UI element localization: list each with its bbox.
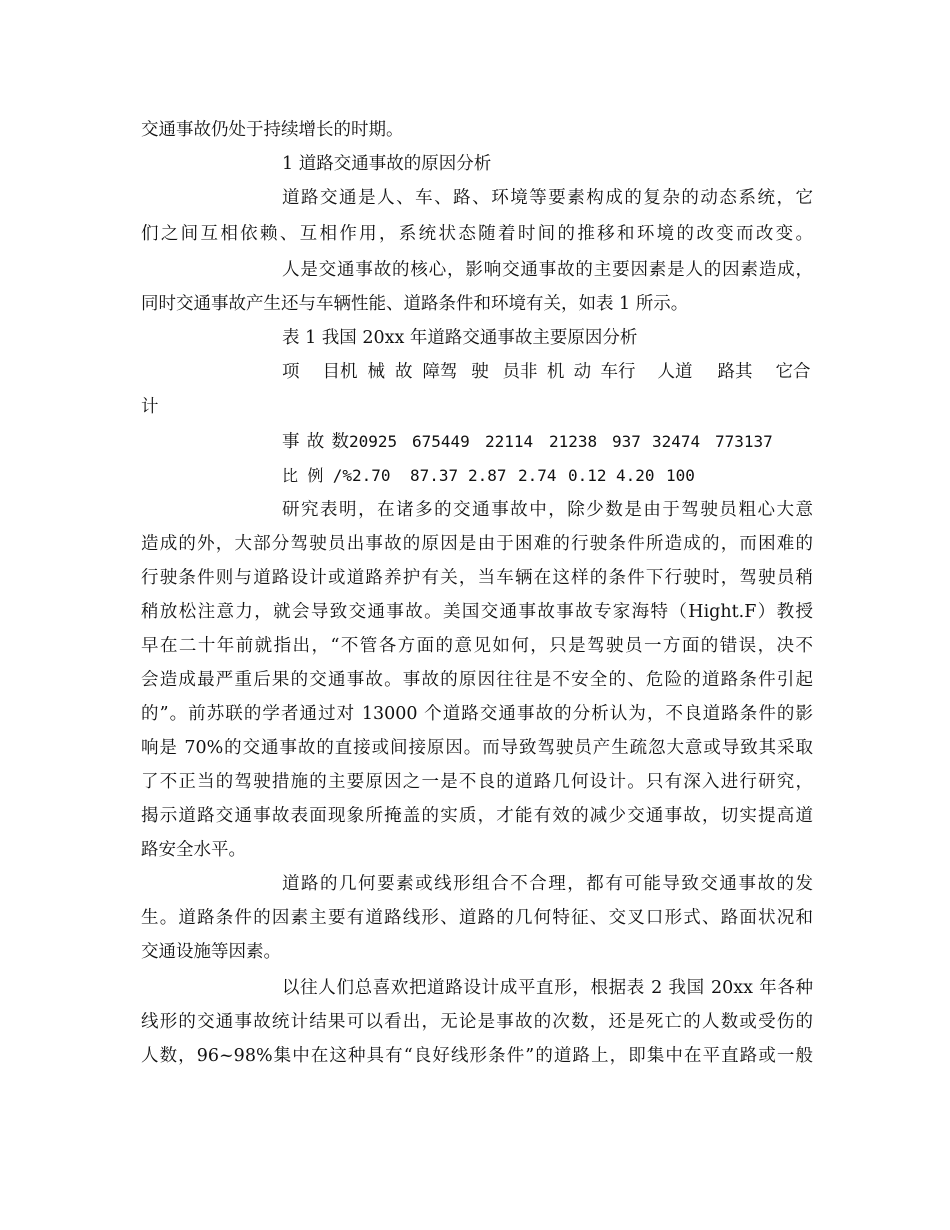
table-cell: 21238 <box>549 432 598 451</box>
paragraph-line: 了不正当的驾驶措施的主要原因之一是不良的道路几何设计。只有深入进行研究， <box>141 772 813 792</box>
table-cell: 4.20 <box>616 466 655 485</box>
section-heading: 1 道路交通事故的原因分析 <box>282 154 492 174</box>
paragraph-line: 生。道路条件的因素主要有道路线形、道路的几何特征、交叉口形式、路面状况和 <box>141 908 813 928</box>
paragraph-line: 造成的外，大部分驾驶员出事故的原因是由于困难的行驶条件所造成的，而困难的 <box>141 534 813 554</box>
table-cell: 事故数 <box>282 432 349 452</box>
paragraph-line: 行驶条件则与道路设计或道路养护有关，当车辆在这样的条件下行驶时，驾驶员稍 <box>141 568 813 588</box>
table-cell: 0.12 <box>568 466 607 485</box>
table-cell: 100 <box>666 466 695 485</box>
paragraph-line: 研究表明，在诸多的交通事故中，除少数是由于驾驶员粗心大意 <box>282 500 813 520</box>
table-cell: 675449 <box>412 432 470 451</box>
paragraph-line: 人数，96~98%集中在这种具有“良好线形条件”的道路上，即集中在平直路或一般 <box>141 1046 813 1066</box>
paragraph-line: 们之间互相依赖、互相作用，系统状态随着时间的推移和环境的改变而改变。 <box>141 224 813 244</box>
paragraph-line: 道路的几何要素或线形组合不合理，都有可能导致交通事故的发 <box>282 874 813 894</box>
table-header-cell: 非机动车 <box>520 362 618 382</box>
paragraph-line: 路安全水平。 <box>141 840 246 860</box>
table-cell: 比例/% <box>282 466 352 485</box>
table-cell: 22114 <box>485 432 534 451</box>
paragraph-line: 响是 70%的交通事故的直接或间接原因。而导致驾驶员产生疏忽大意或导致其采取 <box>141 738 813 758</box>
table-caption: 表 1 我国 20xx 年道路交通事故主要原因分析 <box>282 328 638 348</box>
paragraph-line: 会造成最严重后果的交通事故。事故的原因往往是不安全的、危险的道路条件引起 <box>141 670 813 690</box>
paragraph-line: 同时交通事故产生还与车辆性能、道路条件和环境有关，如表 1 所示。 <box>141 294 689 314</box>
table-cell: 937 <box>612 432 641 451</box>
paragraph-line: 交通设施等因素。 <box>141 942 281 962</box>
table-header-wrap: 计 <box>141 397 159 417</box>
table-header-cell: 其它 <box>735 362 793 382</box>
paragraph-line: 线形的交通事故统计结果可以看出，无论是事故的次数，还是死亡的人数或受伤的 <box>141 1012 813 1032</box>
table-cell: 2.70 <box>352 466 391 485</box>
paragraph-line: 道路交通是人、车、路、环境等要素构成的复杂的动态系统，它 <box>282 188 813 208</box>
table-cell: 773137 <box>715 432 773 451</box>
paragraph-line: 人是交通事故的核心，影响交通事故的主要因素是人的因素造成， <box>282 260 813 280</box>
table-header-cell: 机械故障 <box>340 362 440 382</box>
table-row <box>282 465 813 487</box>
paragraph-line: 的”。前苏联的学者通过对 13000 个道路交通事故的分析认为，不良道路条件的影 <box>141 704 813 724</box>
table-header-cell: 合 <box>793 362 811 382</box>
paragraph-line: 稍放松注意力，就会导致交通事故。美国交通事故事故专家海特（Hight.F）教授 <box>141 602 813 622</box>
table-cell: 87.37 <box>410 466 459 485</box>
table-cell: 2.87 <box>468 466 507 485</box>
table-cell: 32474 <box>652 432 701 451</box>
table-header-cell: 道路 <box>675 362 735 382</box>
table-header-cell: 项目 <box>282 362 340 382</box>
paragraph-line: 交通事故仍处于持续增长的时期。 <box>141 120 404 140</box>
table-cell: 20925 <box>349 432 398 451</box>
paragraph-line: 揭示道路交通事故表面现象所掩盖的实质，才能有效的减少交通事故，切实提高道 <box>141 806 813 826</box>
paragraph-line: 早在二十年前就指出，“不管各方面的意见如何，只是驾驶员一方面的错误，决不 <box>141 636 813 656</box>
table-header-row <box>282 361 813 383</box>
table-row <box>282 431 813 453</box>
paragraph-line: 以往人们总喜欢把道路设计成平直形，根据表 2 我国 20xx 年各种 <box>282 978 813 998</box>
table-cell: 2.74 <box>518 466 557 485</box>
table-header-cell: 驾驶员 <box>440 362 520 382</box>
table-header-cell: 行人 <box>618 362 675 382</box>
